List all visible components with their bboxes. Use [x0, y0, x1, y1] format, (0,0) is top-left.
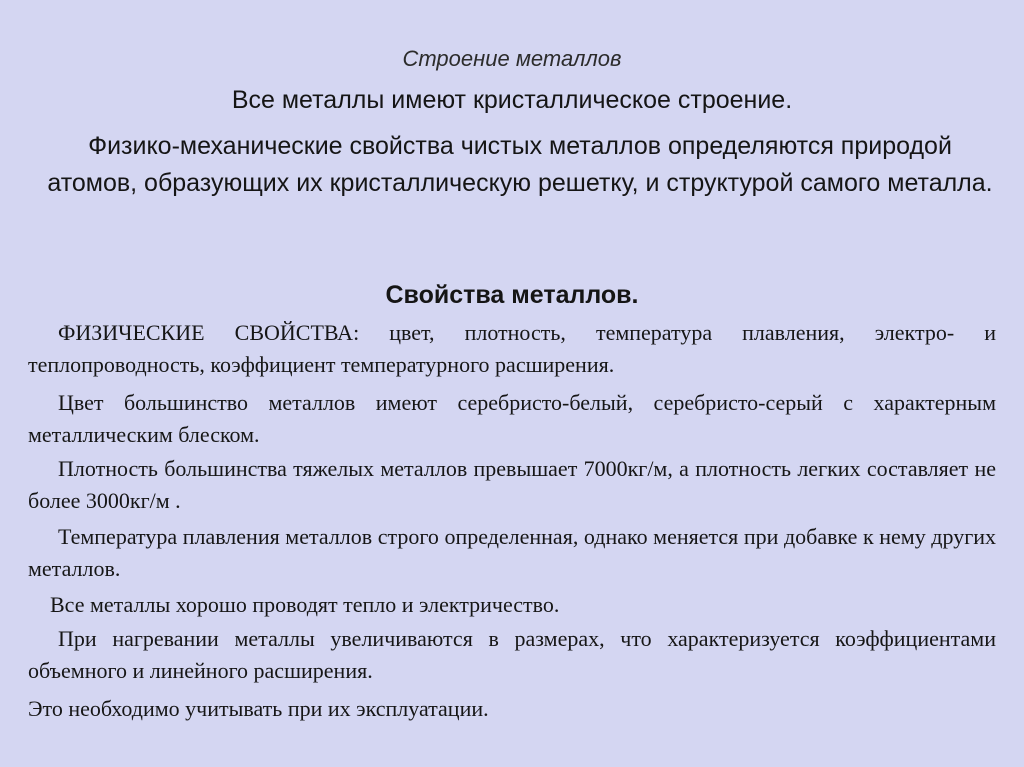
paragraph-color: Цвет большинство металлов имеют серебристо-белый, серебристо-серый с характерным металлическим блеском. — [28, 390, 996, 447]
paragraph-usage-note: Это необходимо учитывать при их эксплуатации. — [28, 696, 489, 721]
paragraph-expansion: При нагревании металлы увеличиваются в размерах, что характеризуется коэффициентами объемного и линейного расширения. — [28, 626, 996, 683]
slide-title: Строение металлов — [402, 46, 622, 71]
paragraph-conductivity: Все металлы хорошо проводят тепло и электричество. — [50, 592, 560, 617]
paragraph-physical-properties: ФИЗИЧЕСКИЕ СВОЙСТВА: цвет, плотность, температура плавления, электро- и теплопроводность, коэффициент температурного расширения. — [28, 320, 996, 377]
intro-line: Все металлы имеют кристаллическое строение. — [231, 86, 793, 114]
paragraph-melting-point: Температура плавления металлов строго определенная, однако меняется при добавке к нему других металлов. — [28, 524, 996, 581]
section-heading: Свойства металлов. — [385, 281, 639, 309]
paragraph-density: Плотность большинства тяжелых металлов превышает 7000кг/м, а плотность легких составляет не более 3000кг/м . — [28, 456, 996, 513]
intro-paragraph: Физико-механические свойства чистых металлов определяются природой атомов, образующих их кристаллическую решетку, и структурой самого металла. — [47, 132, 993, 197]
